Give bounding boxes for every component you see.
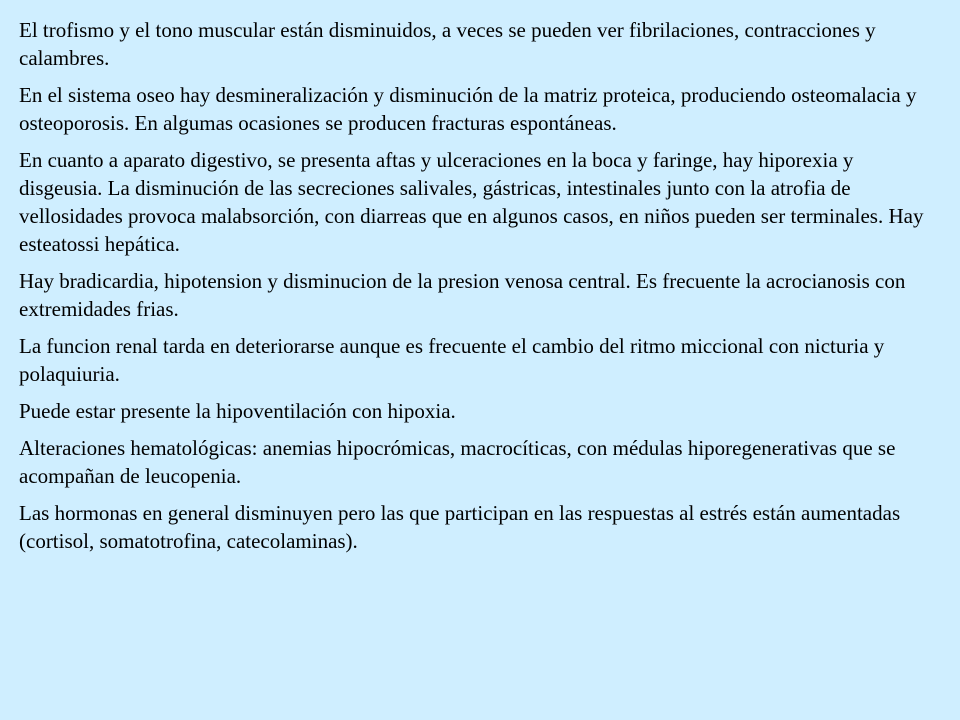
paragraph-funcion-renal: La funcion renal tarda en deteriorarse aunque es frecuente el cambio del ritmo miccional con nicturia y polaquiuria.	[19, 334, 885, 386]
paragraph-sistema-oseo: En el sistema oseo hay desmineralización y disminución de la matriz proteica, produciendo osteomalacia y osteoporosis. En algumas ocasiones se producen fracturas espontáneas.	[19, 83, 917, 135]
paragraph-hematologicas: Alteraciones hematológicas: anemias hipocrómicas, macrocíticas, con médulas hiporegenerativas que se acompañan de leucopenia.	[19, 436, 896, 488]
paragraph-trofismo: El trofismo y el tono muscular están disminuidos, a veces se pueden ver fibrilaciones, contracciones y calambres.	[19, 18, 876, 70]
paragraph-hormonas: Las hormonas en general disminuyen pero las que participan en las respuestas al estrés están aumentadas (cortisol, somatotrofina, catecolaminas).	[19, 501, 901, 553]
paragraph-respiratorio: Puede estar presente la hipoventilación con hipoxia.	[19, 399, 456, 423]
paragraph-cardiovascular: Hay bradicardia, hipotension y disminucion de la presion venosa central. Es frecuente la acrocianosis con extremidades frias.	[19, 269, 906, 321]
paragraph-aparato-digestivo: En cuanto a aparato digestivo, se presenta aftas y ulceraciones en la boca y faringe, hay hiporexia y disgeusia. La disminución de las secreciones salivales, gástricas, intestinales junto con la atrofia de vellosidades provoca malabsorción, con diarreas que en algunos casos, en niños pueden ser terminales. Hay esteatossi hepática.	[19, 148, 924, 256]
